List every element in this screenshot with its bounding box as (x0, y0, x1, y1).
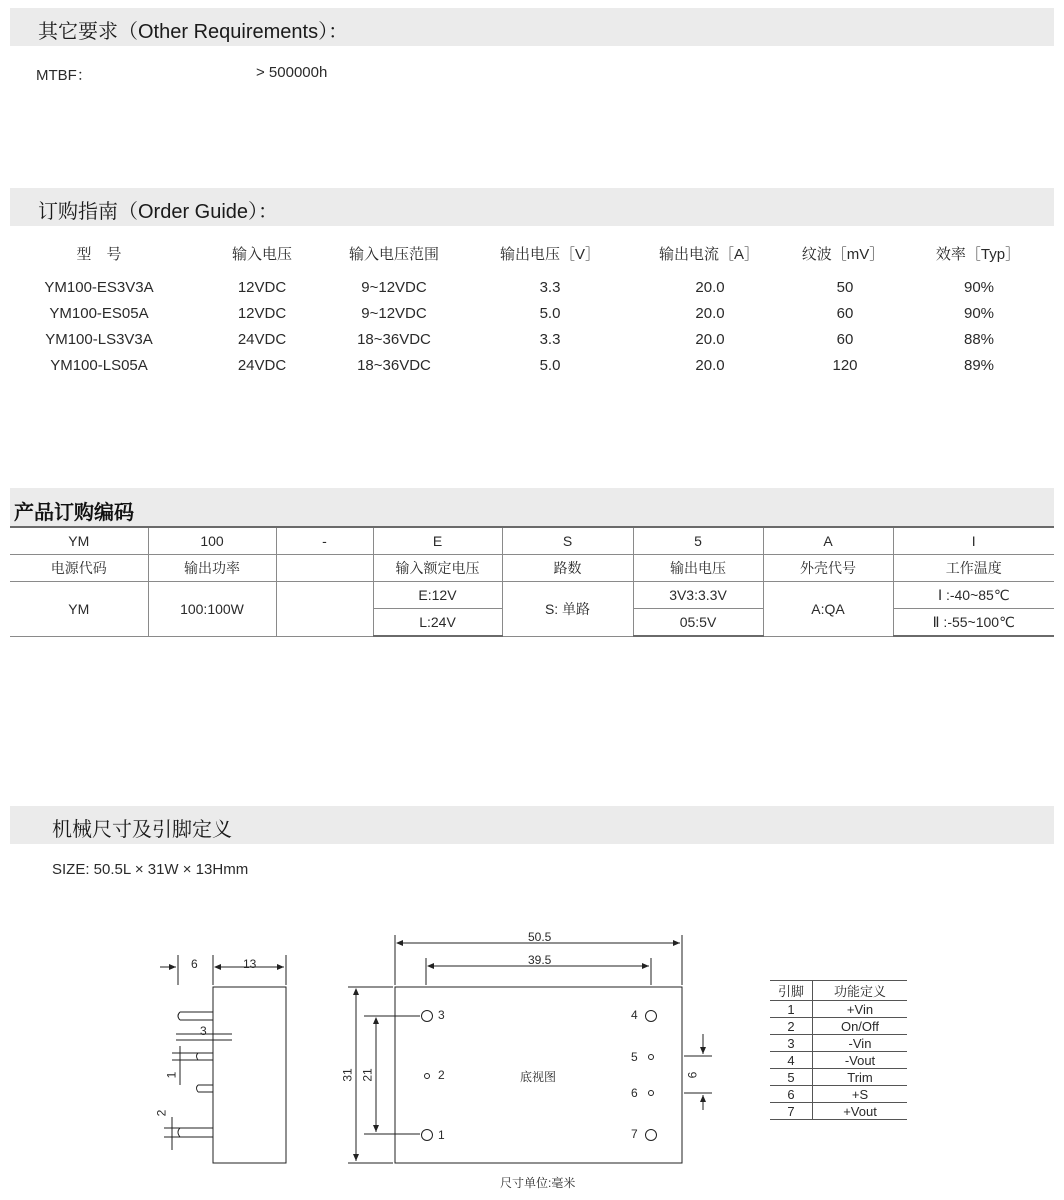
pin-function: -Vout (813, 1052, 908, 1069)
cell: 90% (963, 305, 995, 322)
cell: 9~12VDC (361, 305, 427, 322)
table-row (770, 1052, 907, 1069)
cell-model: YM100-ES05A (49, 305, 149, 322)
pin-label: 7 (631, 1127, 638, 1141)
table-row (770, 1018, 907, 1035)
code-cell: - (276, 527, 373, 555)
table-row (770, 1035, 907, 1052)
cell: 12VDC (237, 305, 287, 322)
header-cell: 输出电压［V］ (499, 246, 601, 263)
pin-function: +Vout (813, 1103, 908, 1120)
section-title: 订购指南（Order Guide）： (38, 201, 279, 223)
cell: 18~36VDC (357, 357, 431, 374)
cell: 12VDC (237, 279, 287, 296)
dim-label: 50.5 (528, 930, 552, 944)
pin-number: 2 (770, 1018, 813, 1035)
cell: 5.0 (539, 305, 561, 322)
code-cell: 100 (148, 527, 276, 555)
bottom-view-label: 底视图 (520, 1070, 557, 1084)
value-cell: YM (10, 582, 148, 637)
cell: 20.0 (695, 279, 725, 296)
cell-model: YM100-ES3V3A (44, 279, 154, 296)
code-cell: 5 (633, 527, 763, 555)
dim-label: 1 (164, 1071, 179, 1079)
pin-label: 5 (631, 1050, 638, 1064)
dim-label: 21 (360, 1068, 375, 1082)
cell: 24VDC (237, 357, 287, 374)
cell: 50 (836, 279, 854, 296)
value-cell: 100:100W (148, 582, 276, 637)
side-view-body (213, 987, 286, 1163)
pin-number: 5 (770, 1069, 813, 1086)
cell: 3.3 (539, 331, 561, 348)
cell: 60 (836, 331, 854, 348)
code-cell: I (893, 527, 1054, 555)
dim-label: 31 (340, 1068, 355, 1082)
pin-function: +Vin (813, 1001, 908, 1018)
pin-function: On/Off (813, 1018, 908, 1035)
value-cell: 3V3:3.3V (633, 582, 763, 609)
cell: 120 (832, 357, 858, 374)
pin-function: +S (813, 1086, 908, 1103)
header-cell: 输出电流［A］ (658, 246, 760, 263)
code-cell: S (502, 527, 633, 555)
cell: 24VDC (237, 331, 287, 348)
pin-label: 4 (631, 1008, 638, 1022)
pin-function: -Vin (813, 1035, 908, 1052)
pin-label: 2 (438, 1068, 445, 1082)
value-cell: A:QA (763, 582, 893, 637)
code-cell: YM (10, 527, 148, 555)
cell: 3.3 (539, 279, 561, 296)
pin-function: Trim (813, 1069, 908, 1086)
header-pin: 引脚 (770, 981, 813, 1001)
dim-label: 2 (154, 1109, 169, 1117)
cell: 18~36VDC (357, 331, 431, 348)
cell: 89% (963, 357, 995, 374)
pin-number: 3 (770, 1035, 813, 1052)
pin-label: 3 (438, 1008, 445, 1022)
cell: 20.0 (695, 305, 725, 322)
section-title: 产品订购编码 (14, 502, 134, 524)
value-cell: L:24V (373, 609, 502, 637)
header-cell: 型 号 (76, 246, 122, 263)
header-cell: 纹波［mV］ (801, 246, 885, 263)
label-cell: 输出功率 (148, 555, 276, 582)
dim-label: 6 (685, 1071, 700, 1079)
label-cell: 工作温度 (893, 555, 1054, 582)
cell-model: YM100-LS3V3A (45, 331, 153, 348)
pin-definition-table (770, 980, 907, 1120)
section-title: 其它要求（Other Requirements）： (38, 21, 349, 43)
dim-label: 3 (200, 1024, 207, 1038)
pin-number: 7 (770, 1103, 813, 1120)
cell: 90% (963, 279, 995, 296)
table-header (770, 981, 907, 1001)
cell-model: YM100-LS05A (50, 357, 148, 374)
label-cell: 外壳代号 (763, 555, 893, 582)
value-cell: S: 单路 (502, 582, 633, 637)
label-cell: 输出电压 (633, 555, 763, 582)
label-cell: 电源代码 (10, 555, 148, 582)
code-cell: E (373, 527, 502, 555)
table-row (770, 1086, 907, 1103)
dim-label: 39.5 (528, 953, 552, 967)
pin-label: 6 (631, 1086, 638, 1100)
header-cell: 输入电压 (231, 246, 293, 263)
section-title: 机械尺寸及引脚定义 (52, 819, 232, 841)
label-cell: 路数 (502, 555, 633, 582)
pin-number: 4 (770, 1052, 813, 1069)
table-row (770, 1103, 907, 1120)
dim-label: 6 (191, 957, 198, 971)
cell: 20.0 (695, 357, 725, 374)
cell: 20.0 (695, 331, 725, 348)
cell: 9~12VDC (361, 279, 427, 296)
dim-label: 13 (243, 957, 257, 971)
cell: 5.0 (539, 357, 561, 374)
pin-number: 6 (770, 1086, 813, 1103)
label-cell: 输入额定电压 (373, 555, 502, 582)
header-cell: 输入电压范围 (348, 246, 440, 263)
value-cell: E:12V (373, 582, 502, 609)
mtbf-label: MTBF： (36, 67, 92, 84)
table-row (770, 1069, 907, 1086)
code-cell: A (763, 527, 893, 555)
unit-note: 尺寸单位:毫米 (500, 1176, 576, 1190)
pin-label: 1 (438, 1128, 445, 1142)
cell: 88% (963, 331, 995, 348)
cell: 60 (836, 305, 854, 322)
value-cell: Ⅰ :-40~85℃ (893, 582, 1054, 609)
header-func: 功能定义 (813, 981, 908, 1001)
pin-number: 1 (770, 1001, 813, 1018)
table-row (770, 1001, 907, 1018)
value-cell: 05:5V (633, 609, 763, 637)
mtbf-value: > 500000h (256, 64, 328, 81)
size-text: SIZE: 50.5L × 31W × 13Hmm (52, 861, 249, 878)
header-cell: 效率［Typ］ (935, 246, 1021, 263)
value-cell: Ⅱ :-55~100℃ (893, 609, 1054, 637)
